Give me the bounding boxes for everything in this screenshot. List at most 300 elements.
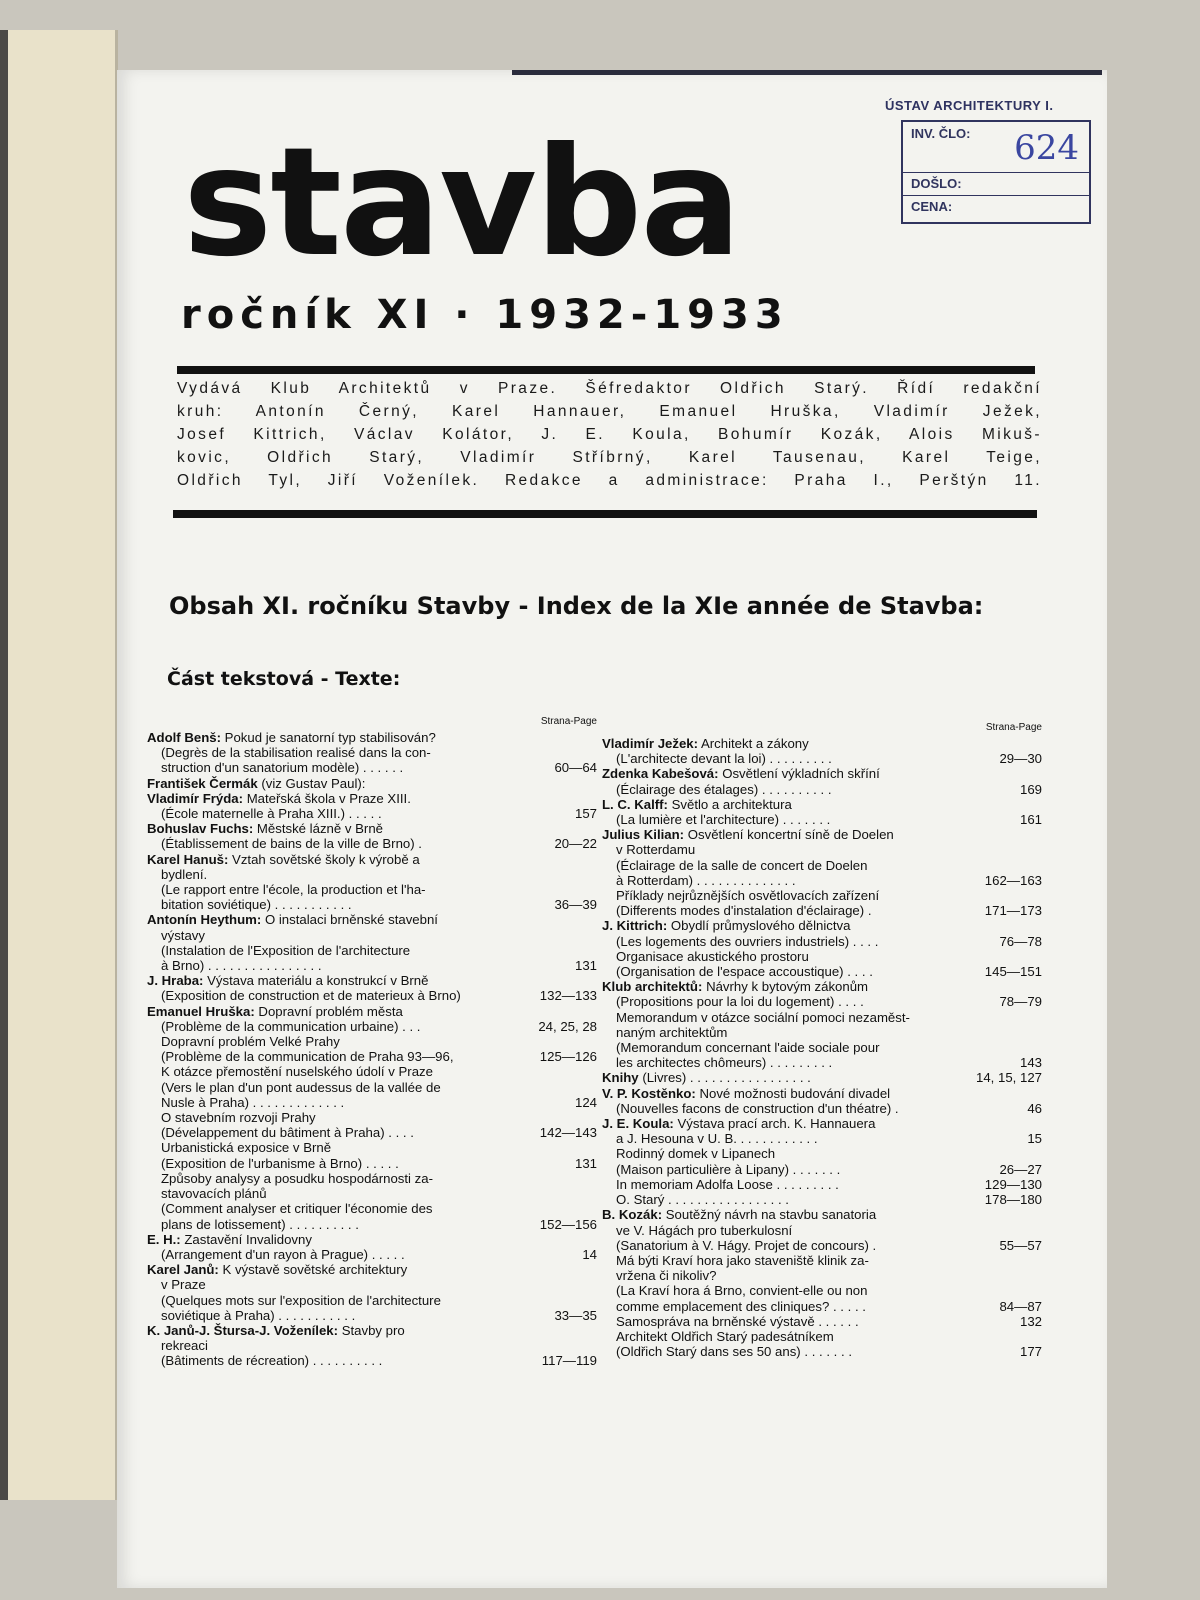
index-entry-text: [147, 776, 591, 791]
index-entry-title: K výstavě sovětské architektury: [222, 1262, 408, 1278]
index-entry-title: à Brno) . . . . . . . . . . . . . . . .: [161, 958, 322, 974]
index-entry-title: Nusle à Praha) . . . . . . . . . . . . .: [161, 1094, 345, 1110]
index-entry-text: [602, 1010, 1036, 1025]
index-entry-line: [147, 1277, 597, 1292]
title-page: [117, 70, 1107, 1588]
index-entry-page: 143: [1019, 1055, 1042, 1071]
index-entry-line: [602, 827, 1042, 842]
index-entry-title: soviétique à Praha) . . . . . . . . . . .: [161, 1307, 356, 1323]
index-title: Obsah XI. ročníku Stavby - Index de la XIe année de Stavba:: [169, 592, 984, 620]
index-entry-author: Emanuel Hruška:: [147, 1003, 255, 1019]
index-entry-page: 26—27: [999, 1161, 1042, 1177]
index-entry-line: [602, 1025, 1042, 1040]
index-entry-author: Adolf Benš:: [147, 730, 221, 745]
index-entry-text: [147, 1323, 591, 1338]
index-entry-line: [147, 745, 597, 760]
index-entry-page: [1036, 827, 1042, 842]
index-entry-page: [1036, 1025, 1042, 1040]
index-entry-text: [147, 1095, 569, 1110]
index-entry-text: [147, 1019, 532, 1034]
index-entry-text: [602, 858, 1036, 873]
index-entry-page: 24, 25, 28: [538, 1018, 597, 1034]
index-entry-author: V. P. Kostěnko:: [602, 1085, 696, 1101]
index-entry-title: Dopravní problém Velké Prahy: [161, 1034, 340, 1050]
index-entry-line: [147, 912, 597, 927]
index-entry-page: 36—39: [554, 897, 597, 913]
index-entry-title: (Dévelappement du bâtiment à Praha) . . . .: [161, 1125, 414, 1141]
index-entry-line: [602, 1344, 1042, 1359]
index-entry-title: (Comment analyser et critiquer l'économie des: [161, 1201, 433, 1217]
index-entry-line: [602, 736, 1042, 751]
index-entry-page: 131: [574, 958, 597, 974]
index-entry-text: [147, 897, 548, 912]
index-entry-line: [147, 1019, 597, 1034]
index-entry-page: [1036, 1253, 1042, 1268]
index-entry-line: [602, 1268, 1042, 1283]
index-entry-text: [602, 1223, 1036, 1238]
index-entry-line: [602, 751, 1042, 766]
index-entry-text: [147, 1156, 569, 1171]
index-entry-title: (La lumière et l'architecture) . . . . . . .: [616, 812, 831, 828]
index-entry-page: [1036, 1329, 1042, 1344]
index-entry-title: (Propositions pour la loi du logement) . . . .: [616, 994, 864, 1010]
index-entry-line: [147, 760, 597, 775]
index-entry-text: [147, 958, 569, 973]
index-entry-line: [602, 918, 1042, 933]
index-entry-text: [602, 751, 993, 766]
index-entry-page: 60—64: [554, 760, 597, 776]
index-entry-page: [1036, 858, 1042, 873]
index-entry-page: [1036, 1268, 1042, 1283]
index-entry-page: 29—30: [999, 751, 1042, 767]
index-entry-title: (Organisation de l'espace accoustique) . . . .: [616, 964, 873, 980]
index-entry-text: [147, 852, 591, 867]
index-entry-line: [602, 812, 1042, 827]
index-entry-page: 177: [1019, 1344, 1042, 1360]
index-entry-page: 14: [582, 1246, 597, 1262]
index-entry-line: [602, 1314, 1042, 1329]
index-entry-text: [602, 797, 1036, 812]
index-entry-text: [147, 836, 548, 851]
index-entry-page: [591, 1034, 597, 1049]
index-entry-text: [147, 730, 591, 745]
index-entry-line: [147, 1080, 597, 1095]
index-entry-text: [147, 1293, 591, 1308]
index-entry-line: [147, 806, 597, 821]
index-entry-title: (École maternelle à Praha XIII.) . . . . .: [161, 806, 382, 822]
index-entry-line: [147, 852, 597, 867]
index-list-left: [147, 730, 597, 1369]
index-entry-title: bitation soviétique) . . . . . . . . . . .: [161, 897, 352, 913]
index-entry-line: [602, 934, 1042, 949]
index-entry-line: [147, 730, 597, 745]
index-entry-page: [1036, 918, 1042, 933]
index-entry-title: O stavebním rozvoji Prahy: [161, 1110, 316, 1126]
index-entry-page: 20—22: [554, 836, 597, 852]
index-entry-title: Výstava materiálu a konstrukcí v Brně: [207, 973, 429, 989]
stamp-received-label: DOŠLO:: [911, 176, 962, 191]
index-entry-title: Memorandum v otázce sociální pomoci nezaměst-: [616, 1009, 910, 1025]
index-entry-line: [147, 897, 597, 912]
index-entry-page: [591, 730, 597, 745]
index-entry-page: 124: [574, 1094, 597, 1110]
index-entry-line: [602, 1223, 1042, 1238]
rule-top: [177, 366, 1035, 374]
index-entry-line: [602, 1086, 1042, 1101]
index-entry-line: [147, 1095, 597, 1110]
index-entry-page: [1036, 1040, 1042, 1055]
index-entry-title: Organisace akustického prostoru: [616, 948, 809, 964]
index-entry-title: comme emplacement des cliniques? . . . . .: [616, 1298, 866, 1314]
index-entry-title: a J. Hesouna v U. B. . . . . . . . . . . .: [616, 1131, 818, 1147]
index-entry-text: [602, 888, 1036, 903]
index-entry-page: 129—130: [984, 1176, 1042, 1192]
index-entry-text: [147, 1004, 591, 1019]
stamp-inventory-row: [903, 122, 1089, 173]
index-entry-text: [147, 1125, 534, 1140]
index-entry-line: [602, 1177, 1042, 1192]
index-entry-page: [1036, 842, 1042, 857]
index-entry-page: [591, 1186, 597, 1201]
index-entry-text: [147, 1247, 576, 1262]
index-entry-page: [591, 791, 597, 806]
index-entry-text: [602, 873, 979, 888]
index-entry-text: [602, 903, 979, 918]
index-entry-page: 14, 15, 127: [976, 1070, 1042, 1086]
index-entry-line: [147, 776, 597, 791]
index-entry-line: [147, 1232, 597, 1247]
index-entry-title: (Oldřich Starý dans ses 50 ans) . . . . . . .: [616, 1344, 852, 1360]
index-entry-title: Mateřská škola v Praze XIII.: [246, 790, 411, 806]
index-entry-title: (Problème de la communication urbaine) . . .: [161, 1018, 421, 1034]
index-entry-page: [591, 1277, 597, 1292]
index-entry-page: [1036, 797, 1042, 812]
index-entry-line: [147, 1064, 597, 1079]
index-entry-title: Má býti Kraví hora jako staveniště klinik za-: [616, 1252, 869, 1268]
index-entry-title: Osvětlení výkladních skříní: [722, 766, 880, 782]
index-entry-title: výstavy: [161, 927, 205, 943]
index-entry-page: [591, 912, 597, 927]
index-entry-line: [147, 928, 597, 943]
index-entry-line: [602, 979, 1042, 994]
index-entry-text: [602, 964, 979, 979]
index-entry-line: [602, 1329, 1042, 1344]
index-list-right: [602, 736, 1042, 1359]
index-entry-line: [602, 873, 1042, 888]
index-entry-line: [147, 973, 597, 988]
index-entry-text: [602, 812, 1014, 827]
index-entry-author: Zdenka Kabešová:: [602, 766, 719, 782]
index-entry-line: [147, 958, 597, 973]
index-entry-line: [602, 1299, 1042, 1314]
stamp-inv-number: 624: [1014, 128, 1079, 168]
index-entry-page: [591, 943, 597, 958]
index-entry-title: Stavby pro: [341, 1322, 405, 1338]
index-entry-page: [1036, 1223, 1042, 1238]
masthead-title: stavba: [183, 116, 740, 290]
index-entry-page: [591, 1338, 597, 1353]
index-entry-line: [602, 1055, 1042, 1070]
index-column-left: [147, 716, 597, 1369]
index-entry-line: [602, 888, 1042, 903]
index-entry-text: [147, 1186, 591, 1201]
index-entry-text: [147, 806, 569, 821]
index-entry-line: [147, 1308, 597, 1323]
index-entry-text: [147, 1201, 591, 1216]
stamp-price-label: CENA:: [911, 199, 953, 214]
index-entry-line: [147, 1049, 597, 1064]
index-entry-author: Karel Hanuš:: [147, 851, 229, 867]
index-entry-page: [591, 973, 597, 988]
index-entry-text: [147, 988, 534, 1003]
index-entry-page: [1036, 949, 1042, 964]
index-entry-title: (L'architecte devant la loi) . . . . . . . . .: [616, 751, 832, 767]
index-entry-line: [602, 1101, 1042, 1116]
index-entry-line: [602, 1040, 1042, 1055]
index-entry-text: [602, 1086, 1036, 1101]
index-entry-text: [147, 1217, 534, 1232]
index-entry-title: (Sanatorium à V. Hágy. Projet de concours) .: [616, 1237, 877, 1253]
index-entry-text: [602, 766, 1036, 781]
index-entry-page: [591, 1323, 597, 1338]
index-entry-page: [591, 867, 597, 882]
index-entry-text: [602, 1329, 1036, 1344]
index-entry-page: [1036, 888, 1042, 903]
index-entry-title: (Les logements des ouvriers industriels) . . . .: [616, 933, 879, 949]
index-entry-line: [147, 836, 597, 851]
stamp-institute: ÚSTAV ARCHITEKTURY I.: [885, 98, 1054, 113]
index-entry-title: (Le rapport entre l'école, la production et l'ha-: [161, 882, 426, 898]
index-entry-page: [591, 1080, 597, 1095]
index-entry-title: vržena či nikoliv?: [616, 1268, 717, 1284]
index-entry-title: Osvětlení koncertní síně de Doelen: [687, 827, 894, 843]
index-entry-title: Samospráva na brněnské výstavě . . . . . .: [616, 1313, 859, 1329]
index-entry-line: [147, 867, 597, 882]
index-entry-line: [602, 1116, 1042, 1131]
page-column-header: Strana-Page: [985, 722, 1042, 733]
index-entry-title: (Maison particulière à Lipany) . . . . . . .: [616, 1161, 841, 1177]
index-entry-text: [147, 1262, 591, 1277]
index-entry-author: J. Kittrich:: [602, 918, 668, 934]
index-entry-page: 142—143: [539, 1125, 597, 1141]
index-entry-text: [602, 1162, 993, 1177]
index-entry-text: [602, 842, 1036, 857]
index-entry-page: 178—180: [984, 1192, 1042, 1208]
index-entry-page: 131: [574, 1155, 597, 1171]
index-entry-title: Soutěžný návrh na stavbu sanatoria: [665, 1207, 877, 1223]
index-entry-title: Dopravní problém města: [258, 1003, 403, 1019]
index-entry-title: plans de lotissement) . . . . . . . . . .: [161, 1216, 359, 1232]
index-entry-line: [602, 1192, 1042, 1207]
index-entry-page: 157: [574, 806, 597, 822]
index-entry-page: [591, 1110, 597, 1125]
index-entry-line: [147, 1217, 597, 1232]
index-entry-title: (Établissement de bains de la ville de Brno) .: [161, 836, 422, 852]
index-entry-text: [147, 821, 591, 836]
index-entry-line: [602, 858, 1042, 873]
imprint-text: Vydává Klub Architektů v Praze. Šéfredaktor Oldřich Starý. Řídí redakční kruh: Antonín Černý, Karel Hannauer, Emanuel Hruška, Vladimír Ježek, Josef Kittrich, Václav Kolátor, J. E. Koula, Bohumír Kozák, Alois Mikuš- kovic, Oldřich Starý, Vladimír Stříbrný, Karel Tausenau, Karel Teige, Oldřich Tyl, Jiří Voženílek. Redakce a administrace: Praha I., Perštýn 11.: [177, 380, 1042, 489]
index-entry-page: 132: [1019, 1313, 1042, 1329]
index-entry-page: 15: [1027, 1131, 1042, 1147]
index-entry-page: [591, 1171, 597, 1186]
index-entry-text: [602, 1268, 1036, 1283]
index-entry-line: [147, 1110, 597, 1125]
index-entry-title: O instalaci brněnské stavební: [264, 912, 438, 928]
index-entry-line: [147, 1156, 597, 1171]
index-entry-line: [147, 1247, 597, 1262]
index-entry-author: J. E. Koula:: [602, 1116, 674, 1132]
index-entry-author: František Čermák: [147, 775, 258, 791]
index-entry-title: (Éclairage de la salle de concert de Doelen: [616, 857, 868, 873]
index-entry-text: [602, 949, 1036, 964]
index-entry-line: [602, 1010, 1042, 1025]
index-entry-title: Architekt a zákony: [700, 736, 809, 751]
index-entry-text: [147, 1232, 591, 1247]
index-entry-title: Pokud je sanatorní typ stabilisován?: [224, 730, 436, 745]
index-entry-page: [591, 882, 597, 897]
index-entry-text: [147, 1110, 591, 1125]
index-entry-line: [602, 1283, 1042, 1298]
index-entry-line: [602, 903, 1042, 918]
index-entry-author: E. H.:: [147, 1231, 181, 1247]
index-entry-text: [602, 1238, 993, 1253]
index-entry-line: [147, 1140, 597, 1155]
index-entry-title: (Arrangement d'un rayon à Prague) . . . . .: [161, 1246, 405, 1262]
index-entry-line: [147, 1262, 597, 1277]
index-entry-title: naným architektům: [616, 1024, 728, 1040]
index-entry-page: [1036, 766, 1042, 781]
index-entry-title: (Vers le plan d'un pont audessus de la vallée de: [161, 1079, 441, 1095]
index-entry-line: [602, 797, 1042, 812]
index-entry-author: Vladimír Frýda:: [147, 790, 244, 806]
index-entry-title: (Livres) . . . . . . . . . . . . . . . . .: [642, 1070, 811, 1086]
index-entry-page: 162—163: [984, 872, 1042, 888]
index-entry-text: [602, 1040, 1036, 1055]
index-entry-title: (Instalation de l'Exposition de l'architecture: [161, 942, 411, 958]
index-entry-author: L. C. Kalff:: [602, 796, 668, 812]
index-entry-author: B. Kozák:: [602, 1207, 663, 1223]
index-entry-title: Způsoby analysy a posudku hospodárnosti za-: [161, 1170, 433, 1186]
index-entry-line: [147, 1201, 597, 1216]
index-entry-text: [147, 973, 591, 988]
index-entry-title: (Bâtiments de récreation) . . . . . . . . . .: [161, 1353, 383, 1369]
index-entry-line: [147, 988, 597, 1003]
index-entry-text: [602, 736, 1036, 751]
index-entry-text: [602, 1207, 1036, 1222]
index-entry-line: [147, 1293, 597, 1308]
index-entry-line: [602, 1207, 1042, 1222]
index-entry-text: [602, 1146, 1036, 1161]
index-entry-line: [602, 1070, 1042, 1085]
index-entry-text: [602, 1070, 970, 1085]
index-entry-page: [591, 1064, 597, 1079]
index-entry-text: [602, 827, 1036, 842]
index-entry-title: Nové možnosti budování divadel: [699, 1085, 891, 1101]
index-entry-title: (Problème de la communication de Praha 93—96,: [161, 1049, 454, 1065]
index-entry-page: 152—156: [539, 1216, 597, 1232]
index-entry-author: Karel Janů:: [147, 1262, 219, 1278]
index-entry-line: [602, 994, 1042, 1009]
index-entry-page: 145—151: [984, 964, 1042, 980]
index-entry-page: 169: [1019, 781, 1042, 797]
index-entry-title: (Quelques mots sur l'exposition de l'architecture: [161, 1292, 441, 1308]
index-entry-author: Julius Kilian:: [602, 827, 685, 843]
index-entry-line: [147, 1323, 597, 1338]
top-binding-strip: [512, 70, 1102, 75]
index-entry-text: [602, 782, 1014, 797]
index-entry-line: [602, 1146, 1042, 1161]
index-entry-line: [147, 1034, 597, 1049]
index-entry-text: [602, 1177, 979, 1192]
index-entry-title: K otázce přemostění nuselského údolí v Praze: [161, 1064, 433, 1080]
index-entry-author: Vladimír Ježek:: [602, 736, 699, 751]
index-entry-text: [147, 1353, 536, 1368]
index-entry-text: [147, 745, 591, 760]
index-entry-text: [147, 912, 591, 927]
index-entry-page: [591, 745, 597, 760]
index-entry-page: 161: [1019, 812, 1042, 828]
index-entry-text: [147, 867, 591, 882]
index-entry-text: [602, 1299, 993, 1314]
index-entry-page: 132—133: [539, 988, 597, 1004]
index-entry-line: [147, 1171, 597, 1186]
index-entry-text: [147, 1338, 591, 1353]
index-entry-title: bydlení.: [161, 866, 208, 882]
book-cover-edge: [0, 30, 8, 1500]
index-entry-title: Architekt Oldřich Starý padesátníkem: [616, 1328, 834, 1344]
index-entry-text: [602, 1055, 1014, 1070]
index-entry-title: les architectes chômeurs) . . . . . . . . .: [616, 1055, 833, 1071]
index-entry-text: [147, 1064, 591, 1079]
index-entry-title: In memoriam Adolfa Loose . . . . . . . . .: [616, 1176, 839, 1192]
index-entry-text: [602, 1344, 1014, 1359]
stamp-price-row: [903, 196, 1089, 218]
index-entry-page: [1036, 1207, 1042, 1222]
index-entry-title: (Degrès de la stabilisation realisé dans la con-: [161, 745, 431, 761]
index-entry-page: 78—79: [999, 994, 1042, 1010]
index-entry-page: [591, 1262, 597, 1277]
index-entry-page: 125—126: [539, 1049, 597, 1065]
index-entry-line: [602, 964, 1042, 979]
index-entry-page: [591, 1004, 597, 1019]
index-entry-title: stavovacích plánů: [161, 1186, 267, 1202]
index-entry-page: 171—173: [984, 903, 1042, 919]
index-entry-text: [147, 1171, 591, 1186]
section-title: Část tekstová - Texte:: [167, 668, 401, 690]
index-entry-line: [147, 1186, 597, 1201]
index-entry-text: [602, 1025, 1036, 1040]
index-entry-text: [602, 1253, 1036, 1268]
index-entry-title: Návrhy k bytovým zákonům: [706, 979, 869, 995]
index-entry-text: [147, 943, 591, 958]
volume-line: ročník XI · 1932-1933: [181, 292, 789, 338]
index-entry-page: [591, 1140, 597, 1155]
index-entry-line: [602, 842, 1042, 857]
inventory-stamp: [901, 120, 1091, 224]
book-cover: [0, 30, 118, 1500]
stamp-inv-label: INV. ČLO:: [911, 126, 971, 141]
index-entry-text: [147, 1140, 591, 1155]
index-entry-text: [602, 979, 1036, 994]
index-entry-title: Městské lázně v Brně: [256, 821, 383, 837]
index-entry-text: [602, 994, 993, 1009]
stamp-received-row: [903, 173, 1089, 196]
index-entry-title: Urbanistická exposice v Brně: [161, 1140, 332, 1156]
index-entry-text: [147, 1080, 591, 1095]
index-entry-page: 33—35: [554, 1307, 597, 1323]
index-entry-author: Knihy: [602, 1070, 639, 1086]
index-entry-title: (La Kraví hora á Brno, convient-elle ou non: [616, 1283, 868, 1299]
